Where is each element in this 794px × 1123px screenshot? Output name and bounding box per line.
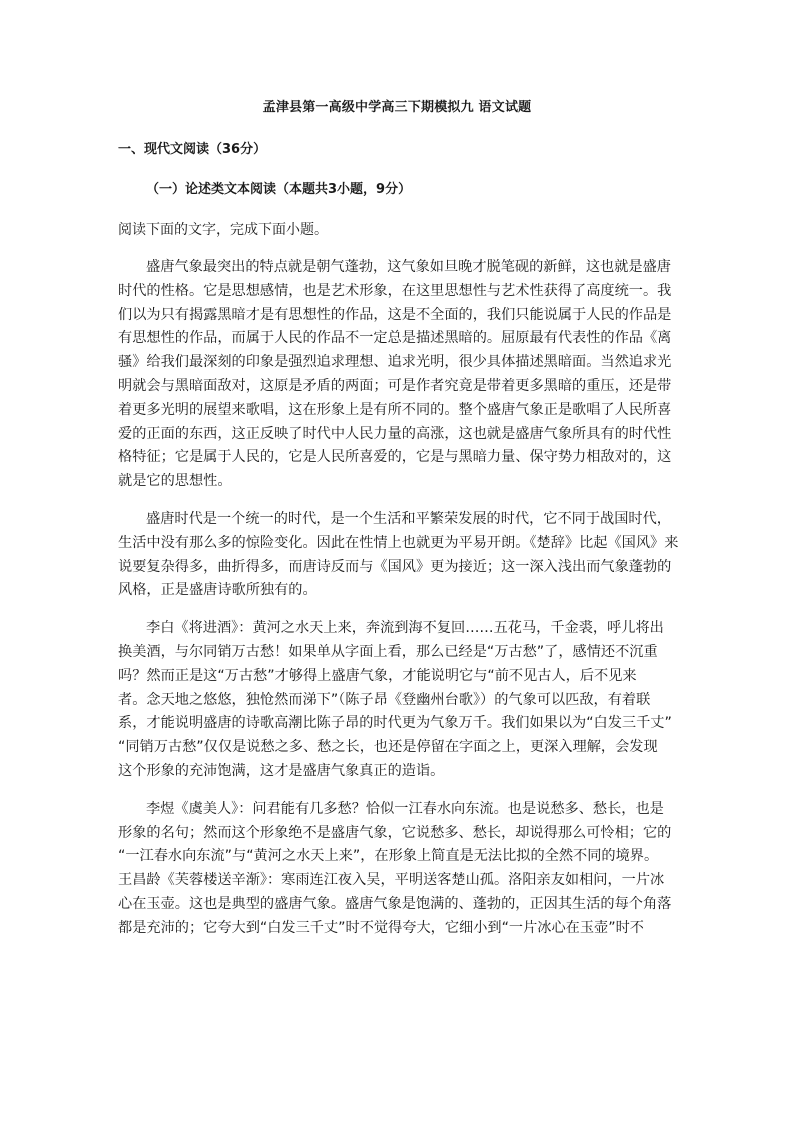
paragraph-line: “同销万古愁”仅仅是说愁之多、愁之长，也还是停留在字面之上，更深入理解，会发现 [118,739,658,756]
page-title: 孟津县第一高级中学高三下期模拟九 语文试题 [262,100,532,115]
paragraph-line: 说要复杂得多，曲折得多，而唐诗反而与《国风》更为接近；这一深入浅出而气象蓬勃的 [118,558,672,575]
paragraph-line: 这个形象的充沛饱满，这才是盛唐气象真正的造诣。 [118,762,445,779]
paragraph-line: 形象的名句；然而这个形象绝不是盛唐气象，它说愁多、愁长，却说得那么可怜相；它的 [118,824,672,841]
paragraph-line: 明就会与黑暗面敌对，这原是矛盾的两面；可是作者究竟是带着更多黑暗的重压，还是带 [118,377,672,394]
paragraph-line: 都是充沛的；它夸大到“白发三千丈”时不觉得夸大，它细小到“一片冰心在玉壶”时不 [118,919,644,936]
paragraph-line: 盛唐时代是一个统一的时代，是一个生活和平繁荣发展的时代，它不同于战国时代， [146,510,671,527]
subsection-heading: （一）论述类文本阅读（本题共3小题，9分） [146,182,412,197]
reading-instruction: 阅读下面的文字，完成下面小题。 [118,222,328,238]
paragraph-line: 王昌龄《芙蓉楼送辛渐》：寒雨连江夜入吴，平明送客楚山孤。洛阳亲友如相问，一片冰 [118,872,665,889]
paragraph-line: “一江春水向东流”与“黄河之水天上来”，在形象上简直是无法比拟的全然不同的境界。 [118,848,659,865]
passage-paragraph [118,798,678,941]
reading-passage [118,256,678,955]
passage-paragraph [118,508,678,603]
paragraph-line: 李白《将进酒》：黄河之水天上来，奔流到海不复回……五花马，千金裘，呼儿将出 [146,620,664,637]
paragraph-line: 换美酒，与尔同销万古愁！如果单从字面上看，那么已经是“万古愁”了，感情还不沉重 [118,643,658,660]
paragraph-line: 骚》给我们最深刻的印象是强烈追求理想、追求光明，很少具体描述黑暗面。当然追求光 [118,354,672,371]
paragraph-line: 吗？然而正是这“万古愁”才够得上盛唐气象，才能说明它与“前不见古人，后不见来 [118,667,637,684]
paragraph-line: 盛唐气象最突出的特点就是朝气蓬勃，这气象如旦晚才脱笔砚的新鲜，这也就是盛唐 [146,259,671,275]
paragraph-line: 心在玉壶。这也是典型的盛唐气象。盛唐气象是饱满的、蓬勃的，正因其生活的每个角落 [118,895,672,912]
paragraph-line: 生活中没有那么多的惊险变化。因此在性情上也就更为平易开朗。《楚辞》比起《国风》来 [118,534,678,551]
paragraph-line: 爱的正面的东西，这正反映了时代中人民力量的高涨，这也就是盛唐气象所具有的时代性 [118,425,672,442]
passage-paragraph [118,256,678,494]
paragraph-line: 系，才能说明盛唐的诗歌高潮比陈子昂的时代更为气象万千。我们如果以为“白发三千丈” [118,715,672,732]
paragraph-line: 有思想性的作品，而属于人民的作品不一定总是描述黑暗的。屈原最有代表性的作品《离 [118,330,672,347]
section-heading: 一、现代文阅读（36分） [118,142,267,157]
paragraph-line: 者。念天地之悠悠，独怆然而涕下”（陈子昂《登幽州台歌》）的气象可以匹敌，有着联 [118,691,651,708]
paragraph-line: 着更多光明的展望来歌唱，这在形象上是有所不同的。整个盛唐气象正是歌唱了人民所喜 [118,401,672,418]
paragraph-line: 格特征；它是属于人民的，它是人民所喜爱的，它是与黑暗力量、保守势力相敌对的，这 [118,449,672,466]
passage-paragraph [118,617,678,784]
paragraph-line: 风格，正是盛唐诗歌所独有的。 [118,582,317,599]
paragraph-line: 就是它的思想性。 [118,473,232,490]
paragraph-line: 时代的性格。它是思想感情，也是艺术形象，在这里思想性与艺术性获得了高度统一。我 [118,282,672,299]
paragraph-line: 李煜《虞美人》：问君能有几多愁？恰似一江春水向东流。也是说愁多、愁长，也是 [146,800,664,817]
paragraph-line: 们以为只有揭露黑暗才是有思想性的作品，这是不全面的，我们只能说属于人民的作品是 [118,306,672,323]
